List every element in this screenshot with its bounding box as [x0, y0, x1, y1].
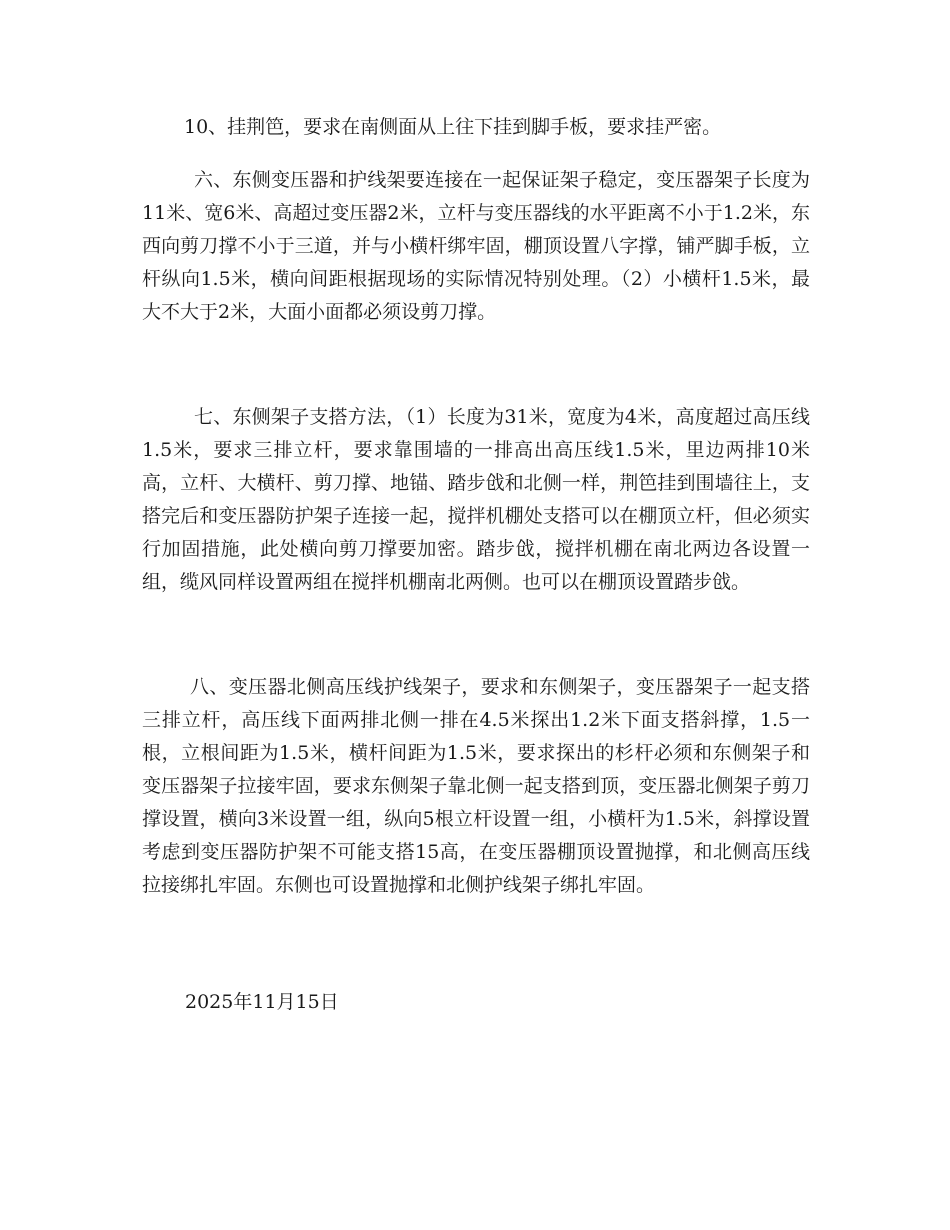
paragraph-section-7: 七、东侧架子支搭方法，（1）长度为31米，宽度为4米，高度超过高压线1.5米，要求三排立杆，要求靠围墙的一排高出高压线1.5米，里边两排10米高，立杆、大横杆、剪刀撑、地锚、踏步戗和北侧一样，荆笆挂到围墙往上，支搭完后和变压器防护架子连接一起，搅拌机棚处支搭可以在棚顶立杆，但必须实行加固措施，此处横向剪刀撑要加密。踏步戗，搅拌机棚在南北两边各设置一组，缆风同样设置两组在搅拌机棚南北两侧。也可以在棚顶设置踏步戗。: [142, 406, 810, 593]
paragraph-section-8: 八、变压器北侧高压线护线架子，要求和东侧架子，变压器架子一起支搭三排立杆，高压线下面两排北侧一排在4.5米探出1.2米下面支搭斜撑，1.5一根，立根间距为1.5米，横杆间距为1.5米，要求探出的杉杆必须和东侧架子和变压器架子拉接牢固，要求东侧架子靠北侧一起支搭到顶，变压器北侧架子剪刀撑设置，横向3米设置一组，纵向5根立杆设置一组，小横杆为1.5米，斜撑设置考虑到变压器防护架不可能支搭15高，在变压器棚顶设置抛撑，和北侧高压线拉接绑扎牢固。东侧也可设置抛撑和北侧护线架子绑扎牢固。: [142, 676, 810, 896]
document-date: 2025年11月15日: [185, 991, 339, 1013]
paragraph-item-10: 10、挂荆笆，要求在南侧面从上往下挂到脚手板，要求挂严密。: [184, 116, 722, 138]
paragraph-section-6: 六、东侧变压器和护线架要连接在一起保证架子稳定，变压器架子长度为11米、宽6米、高超过变压器2米，立杆与变压器线的水平距离不小于1.2米，东西向剪刀撑不小于三道，并与小横杆绑牢固，棚顶设置八字撑，铺严脚手板，立杆纵向1.5米，横向间距根据现场的实际情况特别处理。（2）小横杆1.5米，最大不大于2米，大面小面都必须设剪刀撑。: [142, 169, 810, 323]
